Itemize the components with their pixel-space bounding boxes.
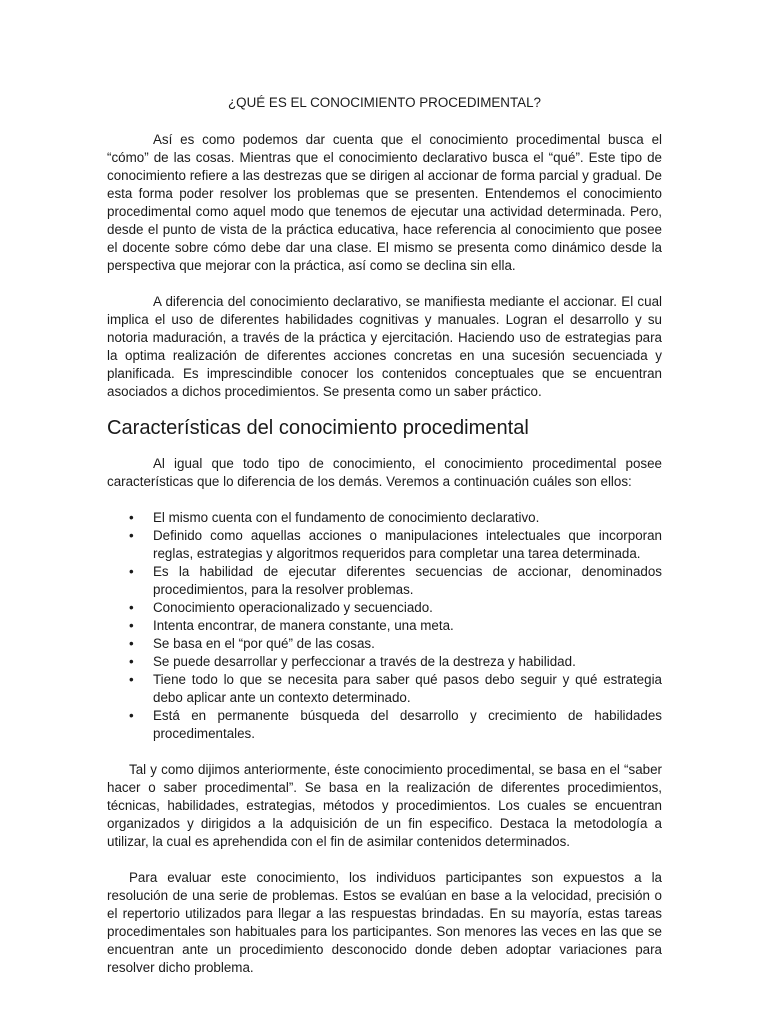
intro-paragraph: Así es como podemos dar cuenta que el conocimiento procedimental busca el “cómo” de las cosas. Mientras que el conocimiento declarativo busca el “qué”. Este tipo de conocimiento refiere a las destrezas que se dirigen al accionar de forma parcial y gradual. De esta forma poder resolver los problemas que se presenten. Entendemos el conocimiento procedimental como aquel modo que tenemos de ejecutar una actividad determinada. Pero, desde el punto de vista de la práctica educativa, hace referencia al conocimiento que posee el docente sobre cómo debe dar una clase. El mismo se presenta como dinámico desde la perspectiva que mejorar con la práctica, así como se declina sin ella. (107, 132, 662, 273)
characteristics-list (107, 509, 662, 743)
list-item-text: Definido como aquellas acciones o manipulaciones intelectuales que incorporan reglas, estrategias y algoritmos requeridos para completar una tarea determinada. (153, 528, 662, 561)
list-item (107, 509, 662, 527)
bullet-icon: • (129, 708, 134, 723)
list-item (107, 707, 662, 743)
list-item (107, 653, 662, 671)
bullet-icon: • (129, 654, 134, 669)
closing-paragraph: Tal y como dijimos anteriormente, éste conocimiento procedimental, se basa en el “saber hacer o saber procedimental”. Se basa en la realización de diferentes procedimientos, técnicas, habilidades, estrategias, métodos y procedimientos. Los cuales se encuentran organizados y dirigidos a la adquisición de un fin especifico. Destaca la metodología a utilizar, la cual es aprehendida con el fin de asimilar contenidos determinados. (107, 762, 662, 849)
list-item (107, 617, 662, 635)
section-intro-paragraph: Al igual que todo tipo de conocimiento, el conocimiento procedimental posee características que lo diferencia de los demás. Veremos a continuación cuáles son ellos: (107, 456, 662, 489)
list-item-text: El mismo cuenta con el fundamento de conocimiento declarativo. (153, 510, 540, 525)
bullet-icon: • (129, 600, 134, 615)
list-item (107, 599, 662, 617)
list-item-text: Se puede desarrollar y perfeccionar a través de la destreza y habilidad. (153, 654, 576, 669)
section-heading: Características del conocimiento procedimental (107, 417, 529, 439)
bullet-icon: • (129, 564, 134, 579)
list-item-text: Conocimiento operacionalizado y secuenciado. (153, 600, 433, 615)
list-item-text: Se basa en el “por qué” de las cosas. (153, 636, 375, 651)
list-item-text: Está en permanente búsqueda del desarrollo y crecimiento de habilidades procedimentales. (153, 708, 662, 741)
list-item (107, 671, 662, 707)
closing-paragraph: Para evaluar este conocimiento, los individuos participantes son expuestos a la resolución de una serie de problemas. Estos se evalúan en base a la velocidad, precisión o el repertorio utilizados para llegar a las respuestas brindadas. En su mayoría, estas tareas procedimentales son habituales para los participantes. Son menores las veces en las que se encuentran ante un procedimiento desconocido donde deben adoptar variaciones para resolver dicho problema. (107, 870, 662, 975)
list-item-text: Es la habilidad de ejecutar diferentes secuencias de accionar, denominados procedimientos, para la resolver problemas. (153, 564, 662, 597)
bullet-icon: • (129, 510, 134, 525)
list-item (107, 635, 662, 653)
list-item-text: Intenta encontrar, de manera constante, una meta. (153, 618, 454, 633)
bullet-icon: • (129, 672, 134, 687)
bullet-icon: • (129, 618, 134, 633)
list-item-text: Tiene todo lo que se necesita para saber qué pasos debo seguir y qué estrategia debo aplicar ante un contexto determinado. (153, 672, 662, 705)
list-item (107, 563, 662, 599)
bullet-icon: • (129, 636, 134, 651)
intro-paragraph: A diferencia del conocimiento declarativo, se manifiesta mediante el accionar. El cual implica el uso de diferentes habilidades cognitivas y manuales. Logran el desarrollo y su notoria maduración, a través de la práctica y ejercitación. Haciendo uso de estrategias para la optima realización de diferentes acciones concretas en una sucesión secuenciada y planificada. Es imprescindible conocer los contenidos conceptuales que se encuentran asociados a dichos procedimientos. Se presenta como un saber práctico. (107, 294, 662, 399)
list-item (107, 527, 662, 563)
bullet-icon: • (129, 528, 134, 543)
document-title: ¿QUÉ ES EL CONOCIMIENTO PROCEDIMENTAL? (228, 95, 541, 110)
